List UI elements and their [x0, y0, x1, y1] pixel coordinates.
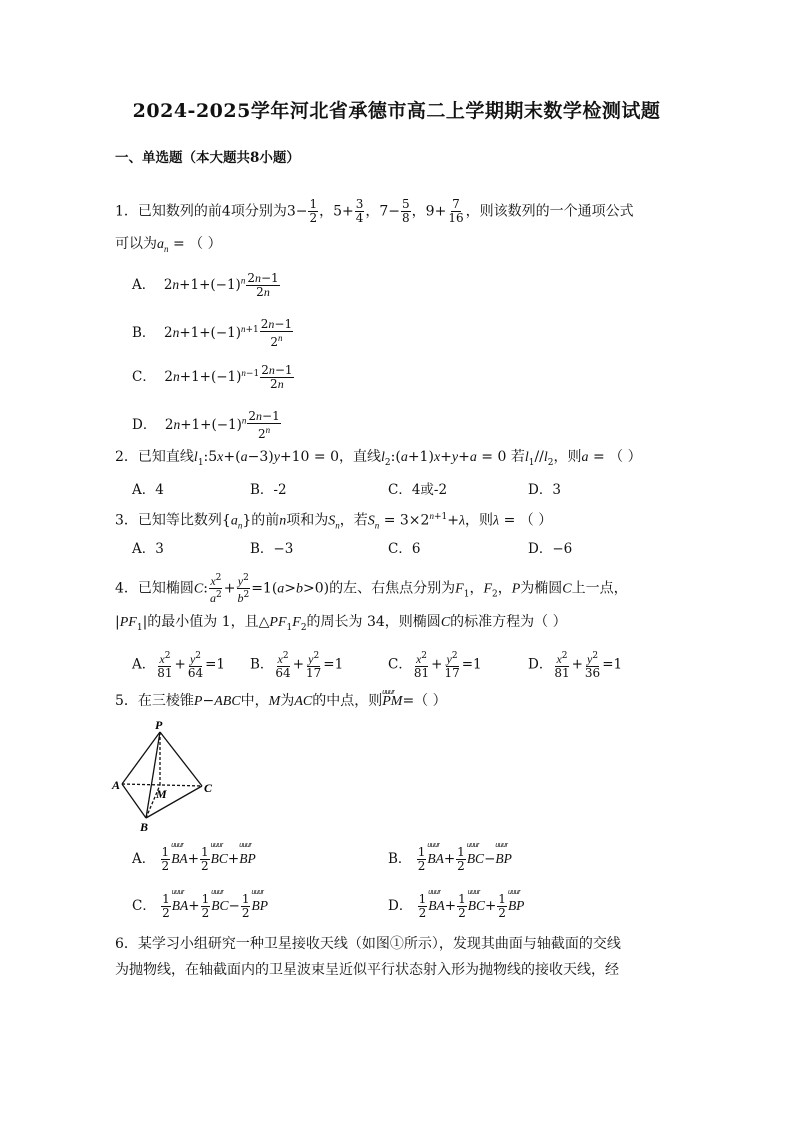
question-6-line1: 6．某学习小组研究一种卫星接收天线（如图①所示），发现其曲面与轴截面的交线 [115, 936, 621, 952]
q1-line2: 可以为 [115, 236, 157, 252]
q5-option-d: D． $\frac{1}{2}$ uuur BA+ $\frac{1}{2}$ uuur BC+ $\frac{1}{2}$ uuur BP [388, 893, 524, 920]
question-1: 1．已知数列的前4项分别为3− $\frac{1}{2}$ ，5+ $\frac{3}{4}$ ，7− $\frac{5}{8}$ ，9+ $\frac{7}{16}$ ，则该数列的一个通项公式 [115, 197, 634, 225]
vertex-label-a: A [112, 778, 121, 792]
q1-option-c: C． $2n+1+(-1)^{n-1}$ $\frac{2n-1}{2n}$ [132, 363, 293, 391]
q1-option-b: B． $2n+1+(-1)^{n+1}$ $\frac{2n-1}{2^n}$ [132, 317, 293, 349]
answer-blank: （ ） [609, 449, 642, 465]
q3-lead: 3．已知等比数列 [115, 512, 222, 529]
q1-option-a: A． $2n+1+(-1)^n$ $\frac{2n-1}{2n}$ [132, 271, 279, 299]
q4-mid: 的左、右焦点分别为 [329, 580, 456, 597]
vertex-label-c: C [204, 781, 213, 795]
question-6-line2: 为抛物线，在轴截面内的卫星波束呈近似平行状态射入形为抛物线的接收天线，经 [115, 962, 619, 978]
question-1-line2: 可以为$a_n$ = （ ） [115, 236, 222, 254]
q4-line2b: 的周长为 34，则椭圆 [306, 614, 441, 630]
q2-lead: 2．已知直线 [115, 449, 194, 465]
q2-option-c: C．4或-2 [388, 482, 448, 498]
q5-option-c: C． $\frac{1}{2}$ uuur BA+ $\frac{1}{2}$ uuur BC− $\frac{1}{2}$ uuur BP [132, 893, 268, 920]
q3-mid2: 项和为 [286, 512, 329, 529]
q3-option-b: B．−3 [250, 541, 294, 557]
answer-blank: （ ） [519, 512, 553, 529]
q4-lead: 4．已知椭圆 [115, 580, 194, 597]
option-label: C． [132, 898, 156, 914]
question-3: 3．已知等比数列$\{a_n\}$的前n项和为$S_n$，若$S_n = 3\times 2^{n+1}+\lambda$，则λ = （ ） [115, 511, 553, 531]
q5-option-b: B． $\frac{1}{2}$ uuur BA+ $\frac{1}{2}$ uuur BC−uuur BP [388, 846, 512, 873]
section-heading: 一、单选题（本大题共8小题） [115, 150, 300, 166]
option-label: D． [132, 417, 157, 433]
q4-option-c: C． $\frac{x^2}{81}$ + $\frac{y^2}{17}$ =1 [388, 651, 482, 680]
vertex-label-m: M [156, 787, 167, 801]
option-label: A． [132, 851, 156, 867]
q5-option-a: A． $\frac{1}{2}$ uuur BA+ $\frac{1}{2}$ uuur BC+uuur BP [132, 846, 256, 873]
page-title: 2024-2025学年河北省承德市高二上学期期末数学检测试题 [132, 100, 661, 122]
q1-tail: ，则该数列的一个通项公式 [465, 203, 634, 220]
q3-option-a: A．3 [132, 541, 164, 557]
option-label: B． [250, 656, 274, 673]
q5-mid2: 为 [280, 693, 295, 709]
q4-line2a: 的最小值为 1，且△ [147, 614, 270, 630]
q5-mid3: 的中点，则 [312, 693, 383, 709]
question-5: 5．在三棱锥P−ABC中，M为AC的中点，则uuur PM=（ ） [115, 691, 447, 712]
q4-tail: 上一点， [571, 580, 628, 597]
q5-ask: =（ ） [402, 693, 447, 709]
q3-mid3: ，若 [339, 512, 368, 529]
option-label: A． [132, 656, 156, 673]
option-label: D． [388, 898, 413, 914]
question-2: 2．已知直线$l_1:5x+(a-3)y+10 = 0$，直线$l_2:(a+1)x+y+a = 0$ 若$l_1//l_2$，则a = （ ） [115, 449, 642, 468]
question-4: 4．已知椭圆C: $\frac{x^2}{a^2}$ + $\frac{y^2}{b^2}$ =1(a>b>0)的左、右焦点分别为$F_1$，$F_2$，P为椭圆C上一点， [115, 573, 628, 605]
q2-ask: ，则 [553, 449, 582, 465]
option-label: B． [388, 851, 412, 867]
q4-line2c: 的标准方程为（ ） [450, 614, 567, 630]
option-label: A． [132, 277, 156, 293]
q3-ask: ，则 [465, 512, 494, 529]
q4-option-a: A． $\frac{x^2}{81}$ + $\frac{y^2}{64}$ =1 [132, 651, 226, 680]
q3-option-d: D．−6 [528, 541, 573, 557]
q2-tail: 若 [510, 449, 525, 465]
q4-option-d: D． $\frac{x^2}{81}$ + $\frac{y^2}{36}$ =1 [528, 651, 623, 680]
question-4-line2: $|PF_1|$的最小值为 1，且$\triangle PF_1F_2$的周长为 34，则椭圆C的标准方程为（ ） [115, 614, 567, 633]
q1-lead: 1．已知数列的前4项分别为 [115, 203, 287, 220]
answer-blank: （ ） [189, 236, 222, 252]
q3-mid: 的前 [251, 512, 280, 529]
q1-option-d: D． $2n+1+(-1)^n$ $\frac{2n-1}{2^n}$ [132, 409, 280, 441]
q2-mid: ，直线 [339, 449, 382, 465]
q2-option-b: B．-2 [250, 482, 287, 498]
option-label: C． [132, 369, 156, 385]
tetrahedron-figure [108, 716, 228, 836]
vertex-label-p: P [155, 718, 163, 732]
q5-mid: 中， [240, 693, 269, 709]
vertex-label-b: B [140, 820, 149, 834]
q5-lead: 5．在三棱锥 [115, 693, 194, 709]
option-label: B． [132, 325, 156, 341]
q2-option-a: A．4 [132, 482, 164, 498]
option-label: C． [388, 656, 412, 673]
option-label: D． [528, 656, 553, 673]
q3-option-c: C．6 [388, 541, 421, 557]
q4-option-b: B． $\frac{x^2}{64}$ + $\frac{y^2}{17}$ =1 [250, 651, 344, 680]
q4-mid2: 为椭圆 [520, 580, 563, 597]
q2-option-d: D．3 [528, 482, 561, 498]
